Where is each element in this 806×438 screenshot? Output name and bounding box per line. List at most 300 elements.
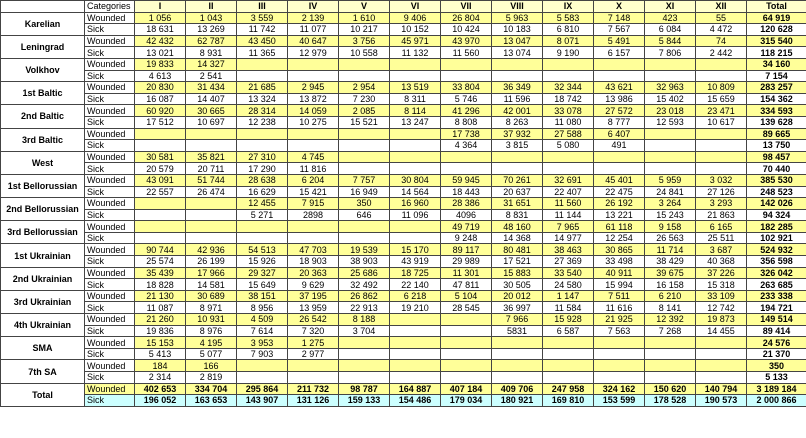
value-cell: 2 314	[135, 372, 186, 384]
value-cell: 26 804	[441, 12, 492, 24]
value-cell: 14 581	[186, 279, 237, 291]
value-cell: 15 318	[696, 279, 747, 291]
value-cell: 26 474	[186, 186, 237, 198]
value-cell: 4 195	[186, 337, 237, 349]
value-cell: 350	[339, 198, 390, 210]
value-cell: 19 873	[696, 314, 747, 326]
sick-row	[1, 348, 806, 360]
value-cell: 154 486	[390, 395, 441, 407]
value-cell	[645, 140, 696, 152]
wounded-label: Wounded	[85, 128, 135, 140]
value-cell	[696, 140, 747, 152]
value-cell	[696, 360, 747, 372]
value-cell	[339, 58, 390, 70]
value-cell: 15 521	[339, 116, 390, 128]
value-cell	[390, 314, 441, 326]
value-cell: 21 925	[594, 314, 645, 326]
value-cell: 13 324	[237, 93, 288, 105]
value-cell: 38 151	[237, 290, 288, 302]
value-cell: 27 588	[543, 128, 594, 140]
value-cell: 1 610	[339, 12, 390, 24]
row-total-cell: 182 285	[747, 221, 806, 233]
value-cell: 11 301	[441, 267, 492, 279]
value-cell	[288, 360, 339, 372]
value-cell: 11 596	[492, 93, 543, 105]
front-name: 2nd Baltic	[1, 105, 85, 128]
value-cell	[594, 58, 645, 70]
value-cell: 2 085	[339, 105, 390, 117]
value-cell	[390, 221, 441, 233]
sick-label: Sick	[85, 232, 135, 244]
value-cell: 33 078	[543, 105, 594, 117]
value-cell	[441, 325, 492, 337]
value-cell: 43 450	[237, 35, 288, 47]
row-total-cell: 118 215	[747, 47, 806, 59]
value-cell: 10 217	[339, 24, 390, 36]
wounded-label: Wounded	[85, 58, 135, 70]
value-cell	[237, 70, 288, 82]
value-cell: 3 704	[339, 325, 390, 337]
value-cell: 13 959	[288, 302, 339, 314]
value-cell: 8 931	[186, 47, 237, 59]
month-header: XII	[696, 1, 747, 13]
row-total-cell: 350	[747, 360, 806, 372]
value-cell: 6 218	[390, 290, 441, 302]
value-cell: 1 043	[186, 12, 237, 24]
value-cell	[186, 128, 237, 140]
value-cell: 48 160	[492, 221, 543, 233]
total-header: Total	[747, 1, 806, 13]
value-cell: 13 247	[390, 116, 441, 128]
value-cell: 47 703	[288, 244, 339, 256]
value-cell	[186, 140, 237, 152]
row-total-cell: 334 593	[747, 105, 806, 117]
sick-label: Sick	[85, 209, 135, 221]
value-cell: 10 152	[390, 24, 441, 36]
header-row	[1, 1, 806, 13]
value-cell	[645, 348, 696, 360]
value-cell: 15 659	[696, 93, 747, 105]
value-cell: 3 293	[696, 198, 747, 210]
value-cell: 4 509	[237, 314, 288, 326]
value-cell: 6 210	[645, 290, 696, 302]
wounded-row	[1, 337, 806, 349]
value-cell	[645, 70, 696, 82]
value-cell	[339, 163, 390, 175]
value-cell: 43 970	[441, 35, 492, 47]
value-cell: 19 833	[135, 58, 186, 70]
wounded-row	[1, 151, 806, 163]
value-cell: 32 963	[645, 82, 696, 94]
wounded-row	[1, 267, 806, 279]
value-cell: 26 542	[288, 314, 339, 326]
value-cell: 30 505	[492, 279, 543, 291]
value-cell: 5 271	[237, 209, 288, 221]
value-cell: 4 364	[441, 140, 492, 152]
value-cell: 5 844	[645, 35, 696, 47]
value-cell: 12 455	[237, 198, 288, 210]
value-cell	[441, 348, 492, 360]
value-cell	[237, 140, 288, 152]
wounded-label: Wounded	[85, 337, 135, 349]
month-header: IV	[288, 1, 339, 13]
value-cell	[441, 70, 492, 82]
front-name: 3rd Bellorussian	[1, 221, 85, 244]
value-cell: 16 629	[237, 186, 288, 198]
value-cell	[594, 348, 645, 360]
table-body	[1, 12, 806, 406]
value-cell: 12 254	[594, 232, 645, 244]
value-cell: 33 109	[696, 290, 747, 302]
value-cell: 15 153	[135, 337, 186, 349]
value-cell: 38 463	[543, 244, 594, 256]
value-cell: 16 158	[645, 279, 696, 291]
value-cell	[441, 58, 492, 70]
value-cell	[390, 348, 441, 360]
value-cell: 2 945	[288, 82, 339, 94]
value-cell: 14 407	[186, 93, 237, 105]
value-cell: 7 567	[594, 24, 645, 36]
row-total-cell: 70 440	[747, 163, 806, 175]
value-cell	[186, 232, 237, 244]
value-cell: 89 117	[441, 244, 492, 256]
value-cell: 26 192	[594, 198, 645, 210]
row-total-cell: 326 042	[747, 267, 806, 279]
value-cell: 402 653	[135, 383, 186, 395]
value-cell	[288, 221, 339, 233]
value-cell: 2 819	[186, 372, 237, 384]
value-cell: 6 084	[645, 24, 696, 36]
wounded-label: Wounded	[85, 290, 135, 302]
value-cell: 42 936	[186, 244, 237, 256]
sick-row	[1, 325, 806, 337]
front-name: 7th SA	[1, 360, 85, 383]
value-cell	[441, 337, 492, 349]
row-total-cell: 263 685	[747, 279, 806, 291]
value-cell: 15 928	[543, 314, 594, 326]
month-header: III	[237, 1, 288, 13]
value-cell: 22 913	[339, 302, 390, 314]
month-header: VII	[441, 1, 492, 13]
wounded-row	[1, 290, 806, 302]
value-cell: 13 872	[288, 93, 339, 105]
sick-label: Sick	[85, 24, 135, 36]
value-cell: 21 685	[237, 82, 288, 94]
value-cell: 30 665	[186, 105, 237, 117]
value-cell: 15 402	[645, 93, 696, 105]
value-cell: 2898	[288, 209, 339, 221]
value-cell: 13 047	[492, 35, 543, 47]
row-total-cell: 5 133	[747, 372, 806, 384]
value-cell: 13 021	[135, 47, 186, 59]
wounded-row	[1, 198, 806, 210]
value-cell: 8 188	[339, 314, 390, 326]
value-cell	[390, 325, 441, 337]
value-cell: 51 744	[186, 174, 237, 186]
value-cell	[237, 58, 288, 70]
value-cell: 11 742	[237, 24, 288, 36]
row-total-cell: 315 540	[747, 35, 806, 47]
value-cell	[492, 372, 543, 384]
value-cell: 42 001	[492, 105, 543, 117]
value-cell	[543, 70, 594, 82]
sick-label: Sick	[85, 372, 135, 384]
row-total-cell: 139 628	[747, 116, 806, 128]
value-cell	[135, 221, 186, 233]
value-cell: 10 424	[441, 24, 492, 36]
value-cell: 13 986	[594, 93, 645, 105]
value-cell	[390, 58, 441, 70]
value-cell: 15 926	[237, 256, 288, 268]
value-cell: 14 564	[390, 186, 441, 198]
value-cell: 4 472	[696, 24, 747, 36]
value-cell: 33 540	[543, 267, 594, 279]
value-cell: 31 651	[492, 198, 543, 210]
value-cell: 15 243	[645, 209, 696, 221]
value-cell: 3 815	[492, 140, 543, 152]
value-cell	[135, 209, 186, 221]
value-cell: 59 945	[441, 174, 492, 186]
value-cell: 7 230	[339, 93, 390, 105]
value-cell	[390, 372, 441, 384]
wounded-label: Wounded	[85, 35, 135, 47]
sick-label: Sick	[85, 348, 135, 360]
sick-row	[1, 93, 806, 105]
value-cell: 8 956	[237, 302, 288, 314]
value-cell: 36 997	[492, 302, 543, 314]
front-name: 4th Ukrainian	[1, 314, 85, 337]
value-cell: 3 953	[237, 337, 288, 349]
value-cell: 61 118	[594, 221, 645, 233]
value-cell: 40 647	[288, 35, 339, 47]
front-name: 1st Bellorussian	[1, 174, 85, 197]
value-cell: 211 732	[288, 383, 339, 395]
front-name: Total	[1, 383, 85, 406]
sick-label: Sick	[85, 279, 135, 291]
value-cell	[594, 70, 645, 82]
wounded-label: Wounded	[85, 267, 135, 279]
value-cell: 8 831	[492, 209, 543, 221]
value-cell	[594, 372, 645, 384]
row-total-cell: 34 160	[747, 58, 806, 70]
value-cell: 143 907	[237, 395, 288, 407]
wounded-row	[1, 35, 806, 47]
value-cell: 247 958	[543, 383, 594, 395]
sick-label: Sick	[85, 163, 135, 175]
value-cell	[339, 360, 390, 372]
wounded-label: Wounded	[85, 82, 135, 94]
sick-row	[1, 186, 806, 198]
categories-header: Categories	[85, 1, 135, 13]
value-cell: 39 675	[645, 267, 696, 279]
value-cell: 33 804	[441, 82, 492, 94]
value-cell: 21 130	[135, 290, 186, 302]
value-cell: 184	[135, 360, 186, 372]
wounded-label: Wounded	[85, 151, 135, 163]
value-cell: 14 059	[288, 105, 339, 117]
sick-row	[1, 140, 806, 152]
value-cell: 43 091	[135, 174, 186, 186]
value-cell: 11 096	[390, 209, 441, 221]
wounded-label: Wounded	[85, 221, 135, 233]
value-cell: 8 777	[594, 116, 645, 128]
value-cell	[492, 151, 543, 163]
value-cell: 11 714	[645, 244, 696, 256]
value-cell: 38 903	[339, 256, 390, 268]
value-cell: 42 432	[135, 35, 186, 47]
sick-label: Sick	[85, 302, 135, 314]
value-cell: 6 407	[594, 128, 645, 140]
value-cell: 3 559	[237, 12, 288, 24]
value-cell: 20 579	[135, 163, 186, 175]
value-cell	[594, 163, 645, 175]
front-name: 1st Ukrainian	[1, 244, 85, 267]
value-cell: 70 261	[492, 174, 543, 186]
value-cell: 55	[696, 12, 747, 24]
value-cell	[186, 209, 237, 221]
value-cell	[492, 348, 543, 360]
value-cell	[237, 128, 288, 140]
value-cell: 11 560	[441, 47, 492, 59]
value-cell: 8 976	[186, 325, 237, 337]
value-cell: 11 144	[543, 209, 594, 221]
value-cell: 40 911	[594, 267, 645, 279]
value-cell: 7 757	[339, 174, 390, 186]
wounded-row	[1, 383, 806, 395]
value-cell: 35 821	[186, 151, 237, 163]
value-cell: 2 954	[339, 82, 390, 94]
value-cell	[594, 360, 645, 372]
value-cell	[543, 360, 594, 372]
value-cell: 23 018	[645, 105, 696, 117]
wounded-label: Wounded	[85, 360, 135, 372]
value-cell: 25 686	[339, 267, 390, 279]
value-cell	[390, 337, 441, 349]
value-cell: 2 977	[288, 348, 339, 360]
value-cell: 17 738	[441, 128, 492, 140]
wounded-row	[1, 105, 806, 117]
value-cell	[339, 221, 390, 233]
value-cell	[390, 140, 441, 152]
value-cell	[696, 151, 747, 163]
value-cell: 646	[339, 209, 390, 221]
wounded-label: Wounded	[85, 244, 135, 256]
value-cell: 15 421	[288, 186, 339, 198]
value-cell: 31 434	[186, 82, 237, 94]
value-cell: 334 704	[186, 383, 237, 395]
value-cell	[696, 70, 747, 82]
month-header: II	[186, 1, 237, 13]
value-cell: 33 498	[594, 256, 645, 268]
value-cell: 14 368	[492, 232, 543, 244]
value-cell	[390, 163, 441, 175]
sick-label: Sick	[85, 47, 135, 59]
value-cell	[339, 151, 390, 163]
value-cell	[441, 151, 492, 163]
value-cell: 80 481	[492, 244, 543, 256]
value-cell	[441, 314, 492, 326]
value-cell: 43 621	[594, 82, 645, 94]
wounded-row	[1, 360, 806, 372]
value-cell: 90 744	[135, 244, 186, 256]
value-cell: 12 238	[237, 116, 288, 128]
value-cell: 17 966	[186, 267, 237, 279]
value-cell	[543, 151, 594, 163]
sick-label: Sick	[85, 256, 135, 268]
value-cell: 3 756	[339, 35, 390, 47]
value-cell: 11 077	[288, 24, 339, 36]
value-cell: 12 742	[696, 302, 747, 314]
value-cell: 40 368	[696, 256, 747, 268]
value-cell	[492, 337, 543, 349]
row-total-cell: 98 457	[747, 151, 806, 163]
value-cell: 45 401	[594, 174, 645, 186]
row-total-cell: 2 000 866	[747, 395, 806, 407]
value-cell: 407 184	[441, 383, 492, 395]
value-cell: 21 260	[135, 314, 186, 326]
value-cell: 2 442	[696, 47, 747, 59]
row-total-cell: 248 523	[747, 186, 806, 198]
value-cell: 10 931	[186, 314, 237, 326]
row-total-cell: 154 362	[747, 93, 806, 105]
row-total-cell: 385 530	[747, 174, 806, 186]
value-cell: 159 133	[339, 395, 390, 407]
value-cell: 37 932	[492, 128, 543, 140]
row-total-cell: 24 576	[747, 337, 806, 349]
month-header: X	[594, 1, 645, 13]
value-cell: 6 587	[543, 325, 594, 337]
value-cell: 32 691	[543, 174, 594, 186]
value-cell	[645, 58, 696, 70]
value-cell: 7 511	[594, 290, 645, 302]
value-cell	[390, 151, 441, 163]
value-cell: 7 915	[288, 198, 339, 210]
value-cell: 2 541	[186, 70, 237, 82]
value-cell: 150 620	[645, 383, 696, 395]
value-cell: 11 132	[390, 47, 441, 59]
value-cell	[441, 372, 492, 384]
value-cell: 13 074	[492, 47, 543, 59]
value-cell: 11 584	[543, 302, 594, 314]
value-cell: 15 649	[237, 279, 288, 291]
value-cell: 27 310	[237, 151, 288, 163]
value-cell: 26 563	[645, 232, 696, 244]
row-total-cell: 102 921	[747, 232, 806, 244]
value-cell	[288, 140, 339, 152]
value-cell: 13 269	[186, 24, 237, 36]
value-cell: 11 816	[288, 163, 339, 175]
value-cell	[645, 151, 696, 163]
value-cell: 11 080	[543, 116, 594, 128]
value-cell: 27 126	[696, 186, 747, 198]
value-cell: 17 290	[237, 163, 288, 175]
wounded-label: Wounded	[85, 174, 135, 186]
wounded-row	[1, 244, 806, 256]
value-cell	[543, 163, 594, 175]
value-cell: 41 296	[441, 105, 492, 117]
value-cell: 14 327	[186, 58, 237, 70]
wounded-label: Wounded	[85, 383, 135, 395]
value-cell	[288, 232, 339, 244]
value-cell	[645, 372, 696, 384]
value-cell: 16 087	[135, 93, 186, 105]
row-total-cell: 142 026	[747, 198, 806, 210]
value-cell: 3 687	[696, 244, 747, 256]
front-name: Karelian	[1, 12, 85, 35]
value-cell	[237, 372, 288, 384]
value-cell: 22 140	[390, 279, 441, 291]
value-cell: 13 519	[390, 82, 441, 94]
